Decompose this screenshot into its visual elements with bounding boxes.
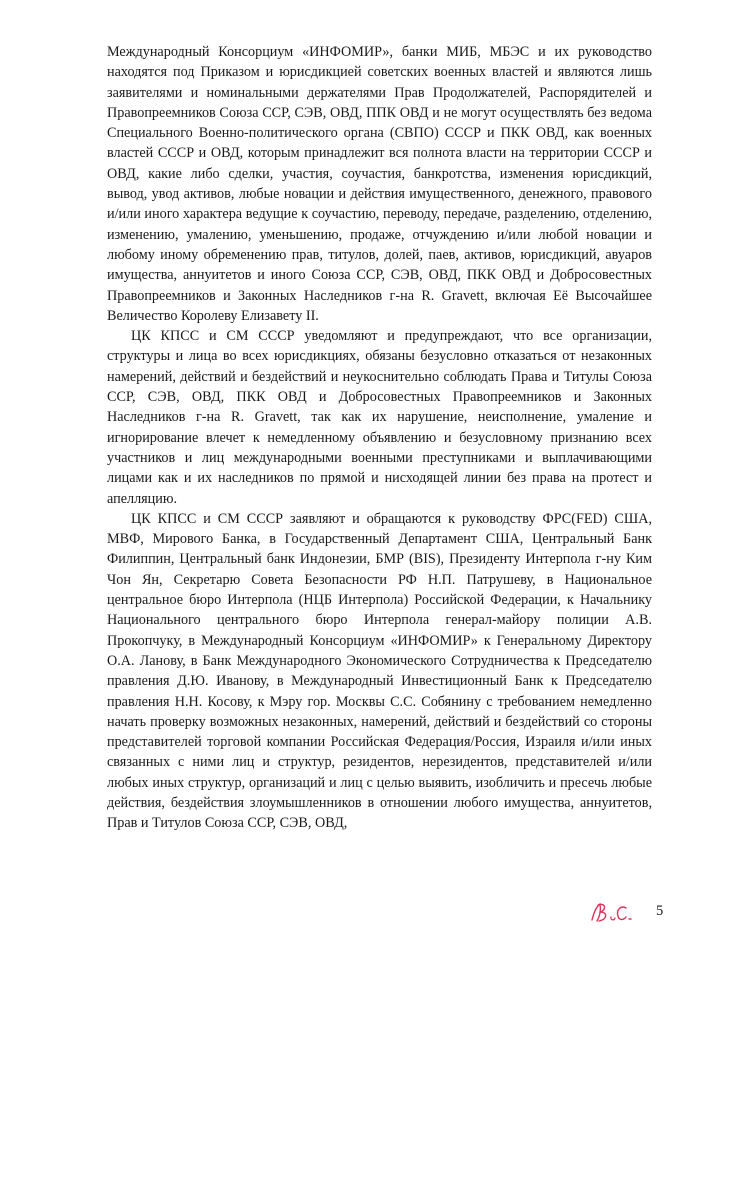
paragraph-continuation: Международный Консорциум «ИНФОМИР», банки МИБ, МБЭС и их руководство находятся под Приказом и юрисдикцией советских военных властей и являются лишь заявителями и номинальными держателями Прав Продолжателей, Распорядителей и Правопреемников Союза ССР, СЭВ, ОВД, ППК ОВД и не могут осуществлять без ведома Специального Военно-политического органа (СВПО) СССР и ПКК ОВД, как военных властей СССР и ОВД, которым принадлежит вся полнота власти на территории СССР и ОВД, какие либо сделки, участия, соучастия, банкротства, изменения юрисдикций, вывод, увод активов, любые новации и действия имущественного, денежного, правового и/или иного характера ведущие к соучастию, переводу, передаче, разделению, отделению, изменению, умалению, уменьшению, продаже, отчуждению и/или любой новации и любому иному обременению прав, титулов, долей, паев, активов, юрисдикций, авуаров имущества, аннуитетов и иного Союза ССР, СЭВ, ОВД, ПКК ОВД и Добросовестных Правопреемников и Законных Наследников г-на R. Gravett, включая Её Высочайшее Величество Королеву Елизавету II. [107,44,652,324]
paragraph-warning: ЦК КПСС и СМ СССР уведомляют и предупреждают, что все организации, структуры и лица во всех юрисдикциях, обязаны безусловно отказаться от незаконных намерений, действий и бездействий и неукоснительно соблюдать Права и Титулы Союза ССР, СЭВ, ОВД, ПКК ОВД и Добросовестных Правопреемников и Законных Наследников г-на R. Gravett, так как их нарушение, неисполнение, умаление и игнорирование влечет к немедленному объявлению и безусловному признанию всех участников и лиц международными военными преступниками и выплачивающими лицами как и их наследников по прямой и нисходящей линии без права на протест и апелляцию. [107,328,652,507]
document-body [107,42,652,834]
handwritten-signature [588,900,634,926]
page-number: 5 [656,903,664,919]
paragraph-appeal: ЦК КПСС и СМ СССР заявляют и обращаются к руководству ФРС(FED) США, МВФ, Мирового Банка, в Государственный Департамент США, Центральный Банк Филиппин, Центральный банк Индонезии, БМР (BIS), Президенту Интерпола г-ну Ким Чон Ян, Секретарю Совета Безопасности РФ Н.П. Патрушеву, в Национальное центральное бюро Интерпола (НЦБ Интерпола) Российской Федерации, к Начальнику Национального центрального бюро Интерпола генерал-майору полиции А.В. Прокопчуку, в Международный Консорциум «ИНФОМИР» к Генеральному Директору О.А. Ланову, в Банк Международного Экономического Сотрудничества к Председателю правления Д.Ю. Иванову, в Международный Инвестиционный Банк к Председателю правления Н.Н. Косову, к Мэру гор. Москвы С.С. Собянину с требованием немедленно начать проверку возможных незаконных, намерений, действий и бездействий со стороны представителей торговой компании Российская Федерация/Россия, Израиля и/или иных связанных с ними лиц и структур, резидентов, нерезидентов, представителей и/или любых иных структур, организаций и лиц с целью выявить, изобличить и пресечь любые действия, бездействия злоумышленников в отношении любого имущества, аннуитетов, Прав и Титулов Союза ССР, СЭВ, ОВД, [107,510,652,832]
